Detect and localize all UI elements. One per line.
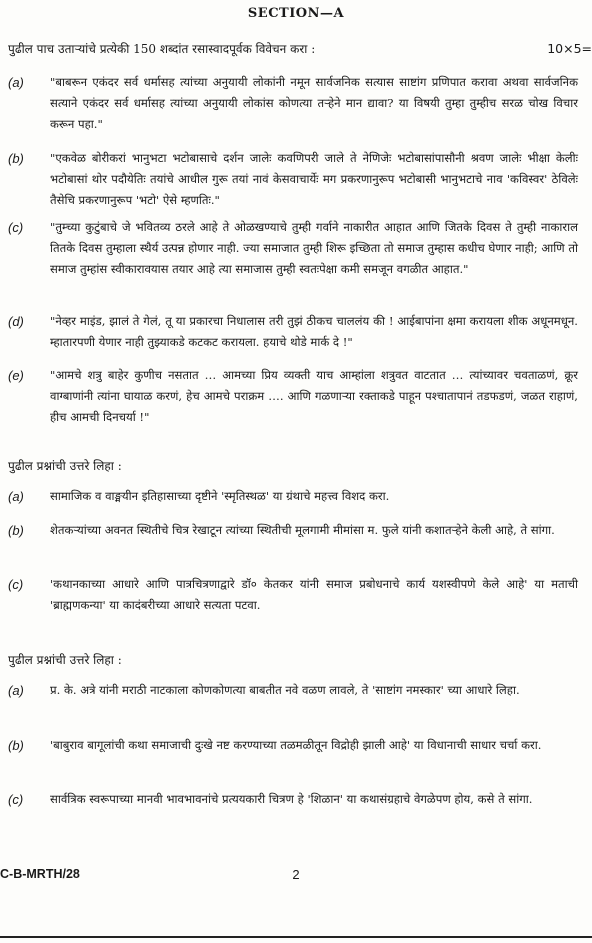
item-label: (b) — [8, 151, 24, 166]
q3-item-b — [8, 735, 584, 756]
item-text: "नेव्हर माइंड, झालं ते गेलं, तू या प्रकारचा निधालास तरी तुझं ठीकच चाललंय की ! आईबापांना क्षमा करायला शीक अधूनमधून. म्हातारपणी येणार नाही तुझ्याकडे कटकट करायला. हयाचे थोडे मार्क दे !" — [50, 314, 578, 349]
q3-item-a — [8, 680, 584, 701]
item-text: "बाबरून एकंदर सर्व धर्मासह त्यांच्या अनुयायी लोकांनी नमून सार्वजनिक सत्यास साष्टांग प्रणिपात करावा अथवा सार्वजनिक सत्याने एकंदर सर्व धर्मासह त्यांच्या अनुयायी लोकांस कोणत्या तऱ्हेने मान द्यावा? या विषयी तुम्हा तुम्हीच सरळ चोख विचार करून पहा." — [50, 75, 578, 131]
q1-item-b — [8, 148, 584, 211]
item-label: (a) — [8, 489, 24, 504]
q3-instruction: पुढील प्रश्नांची उत्तरे लिहा : — [8, 653, 122, 667]
paper-code: C-B-MRTH/28 — [0, 867, 80, 881]
q1-item-d — [8, 311, 584, 353]
item-text: 'कथानकाच्या आधारे आणि पात्रचित्रणाद्वारे डॉ० केतकर यांनी समाज प्रबोधनाचे कार्य यशस्वीपणे केले आहे' या मताची 'ब्राह्मणकन्या' या कादंबरीच्या आधारे सत्यता पटवा. — [50, 577, 578, 612]
item-label: (b) — [8, 523, 24, 538]
item-text: "आमचे शत्रु बाहेर कुणीच नसतात … आमच्या प्रिय व्यक्ती याच आम्हांला शत्रुवत वाटतात … त्यांच्यावर चवताळणं, क्रूर वाग्बाणांनी त्यांना घायाळ करणं, हेच आमचे पराक्रम …. आणि गळणाऱ्या रक्ताकडे पाहून पश्चातापानं तडफडणं, जळत राहाणं, हीच आमची दिनचर्या !" — [50, 368, 578, 424]
q1-marks: 10×5= — [547, 41, 592, 56]
q2-item-c — [8, 574, 584, 616]
item-text: 'बाबुराव बागूलांची कथा समाजाची दुःखे नष्ट करण्याच्या तळमळीतून विद्रोही झाली आहे' या विधानाची साधार चर्चा करा. — [50, 738, 542, 752]
item-text: प्र. के. अत्रे यांनी मराठी नाटकाला कोणकोणत्या बाबतीत नवे वळण लावले, ते 'साष्टांग नमस्कार' च्या आधारे लिहा. — [50, 683, 520, 697]
item-label: (a) — [8, 75, 24, 90]
section-title: SECTION—A — [247, 6, 345, 21]
item-text: शेतकऱ्यांच्या अवनत स्थितीचे चित्र रेखाटून त्यांच्या स्थितीची मूलगामी मीमांसा म. फुले यांनी कशातऱ्हेने केली आहे, ते सांगा. — [50, 523, 555, 537]
item-label: (e) — [8, 368, 24, 383]
item-label: (a) — [8, 683, 24, 698]
item-text: सार्वत्रिक स्वरूपाच्या मानवी भावभावनांचे प्रत्ययकारी चित्रण हे 'शिळान' या कथासंग्रहाचे वेगळेपण होय, कसे ते सांगा. — [50, 792, 533, 806]
item-text: "तुम्च्या कुटुंबाचे जे भवितव्य ठरले आहे ते ओळखण्याचे तुम्ही गर्वाने नाकारीत आहात आणि जितके दिवस ते तुम्ही नाकाराल तितके दिवस तुम्हाला स्थैर्य उत्पन्न होणार नाही. ज्या समाजात तुम्ही शिरू इच्छिता तो समाज तुम्हास कधीच घेणार नाही; आणि तो समाज तुम्हांस स्वीकारावयास तयार आहे त्या समाजास तुम्ही स्वतःपेक्षा कमी समजून वगळीत आहात." — [50, 220, 578, 276]
item-label: (c) — [8, 220, 24, 235]
item-label: (b) — [8, 738, 24, 753]
item-text: सामाजिक व वाङ्मयीन इतिहासाच्या दृष्टीने 'स्मृतिस्थळ' या ग्रंथाचे महत्त्व विशद करा. — [50, 489, 390, 503]
item-label: (c) — [8, 792, 24, 807]
page-number: 2 — [292, 867, 300, 882]
q1-item-c — [8, 217, 584, 280]
item-text: "एकवेळ बोरीकरां भानुभटा भटोबासाचे दर्शन जालेः कवणिपरी जाले ते नेणिजेः भटोबासांपासौनी श्रवण जालेः भीक्षा केलीः भटोबासां थोर पदौयेतिः तयांचे आधील गुरू तयां नावं केसवाचार्येः मग प्रकरणानुरूप भटोबासी भानुभटाचे नाव 'कविस्वर' ठेविलेः तैसेचि प्रकरणानुरूप 'भटो' ऐसे म्हणतिः." — [50, 151, 578, 207]
q2-instruction: पुढील प्रश्नांची उत्तरे लिहा : — [8, 459, 122, 473]
q1-item-e — [8, 365, 584, 428]
q1-instruction: पुढील पाच उताऱ्यांचे प्रत्येकी 150 शब्दांत रसास्वादपूर्वक विवेचन करा : — [8, 42, 316, 56]
item-label: (c) — [8, 577, 24, 592]
q3-item-c — [8, 789, 584, 810]
bottom-rule — [0, 936, 592, 938]
q2-item-b — [8, 520, 584, 541]
item-label: (d) — [8, 314, 24, 329]
q2-item-a — [8, 486, 584, 507]
q1-item-a — [8, 72, 584, 135]
